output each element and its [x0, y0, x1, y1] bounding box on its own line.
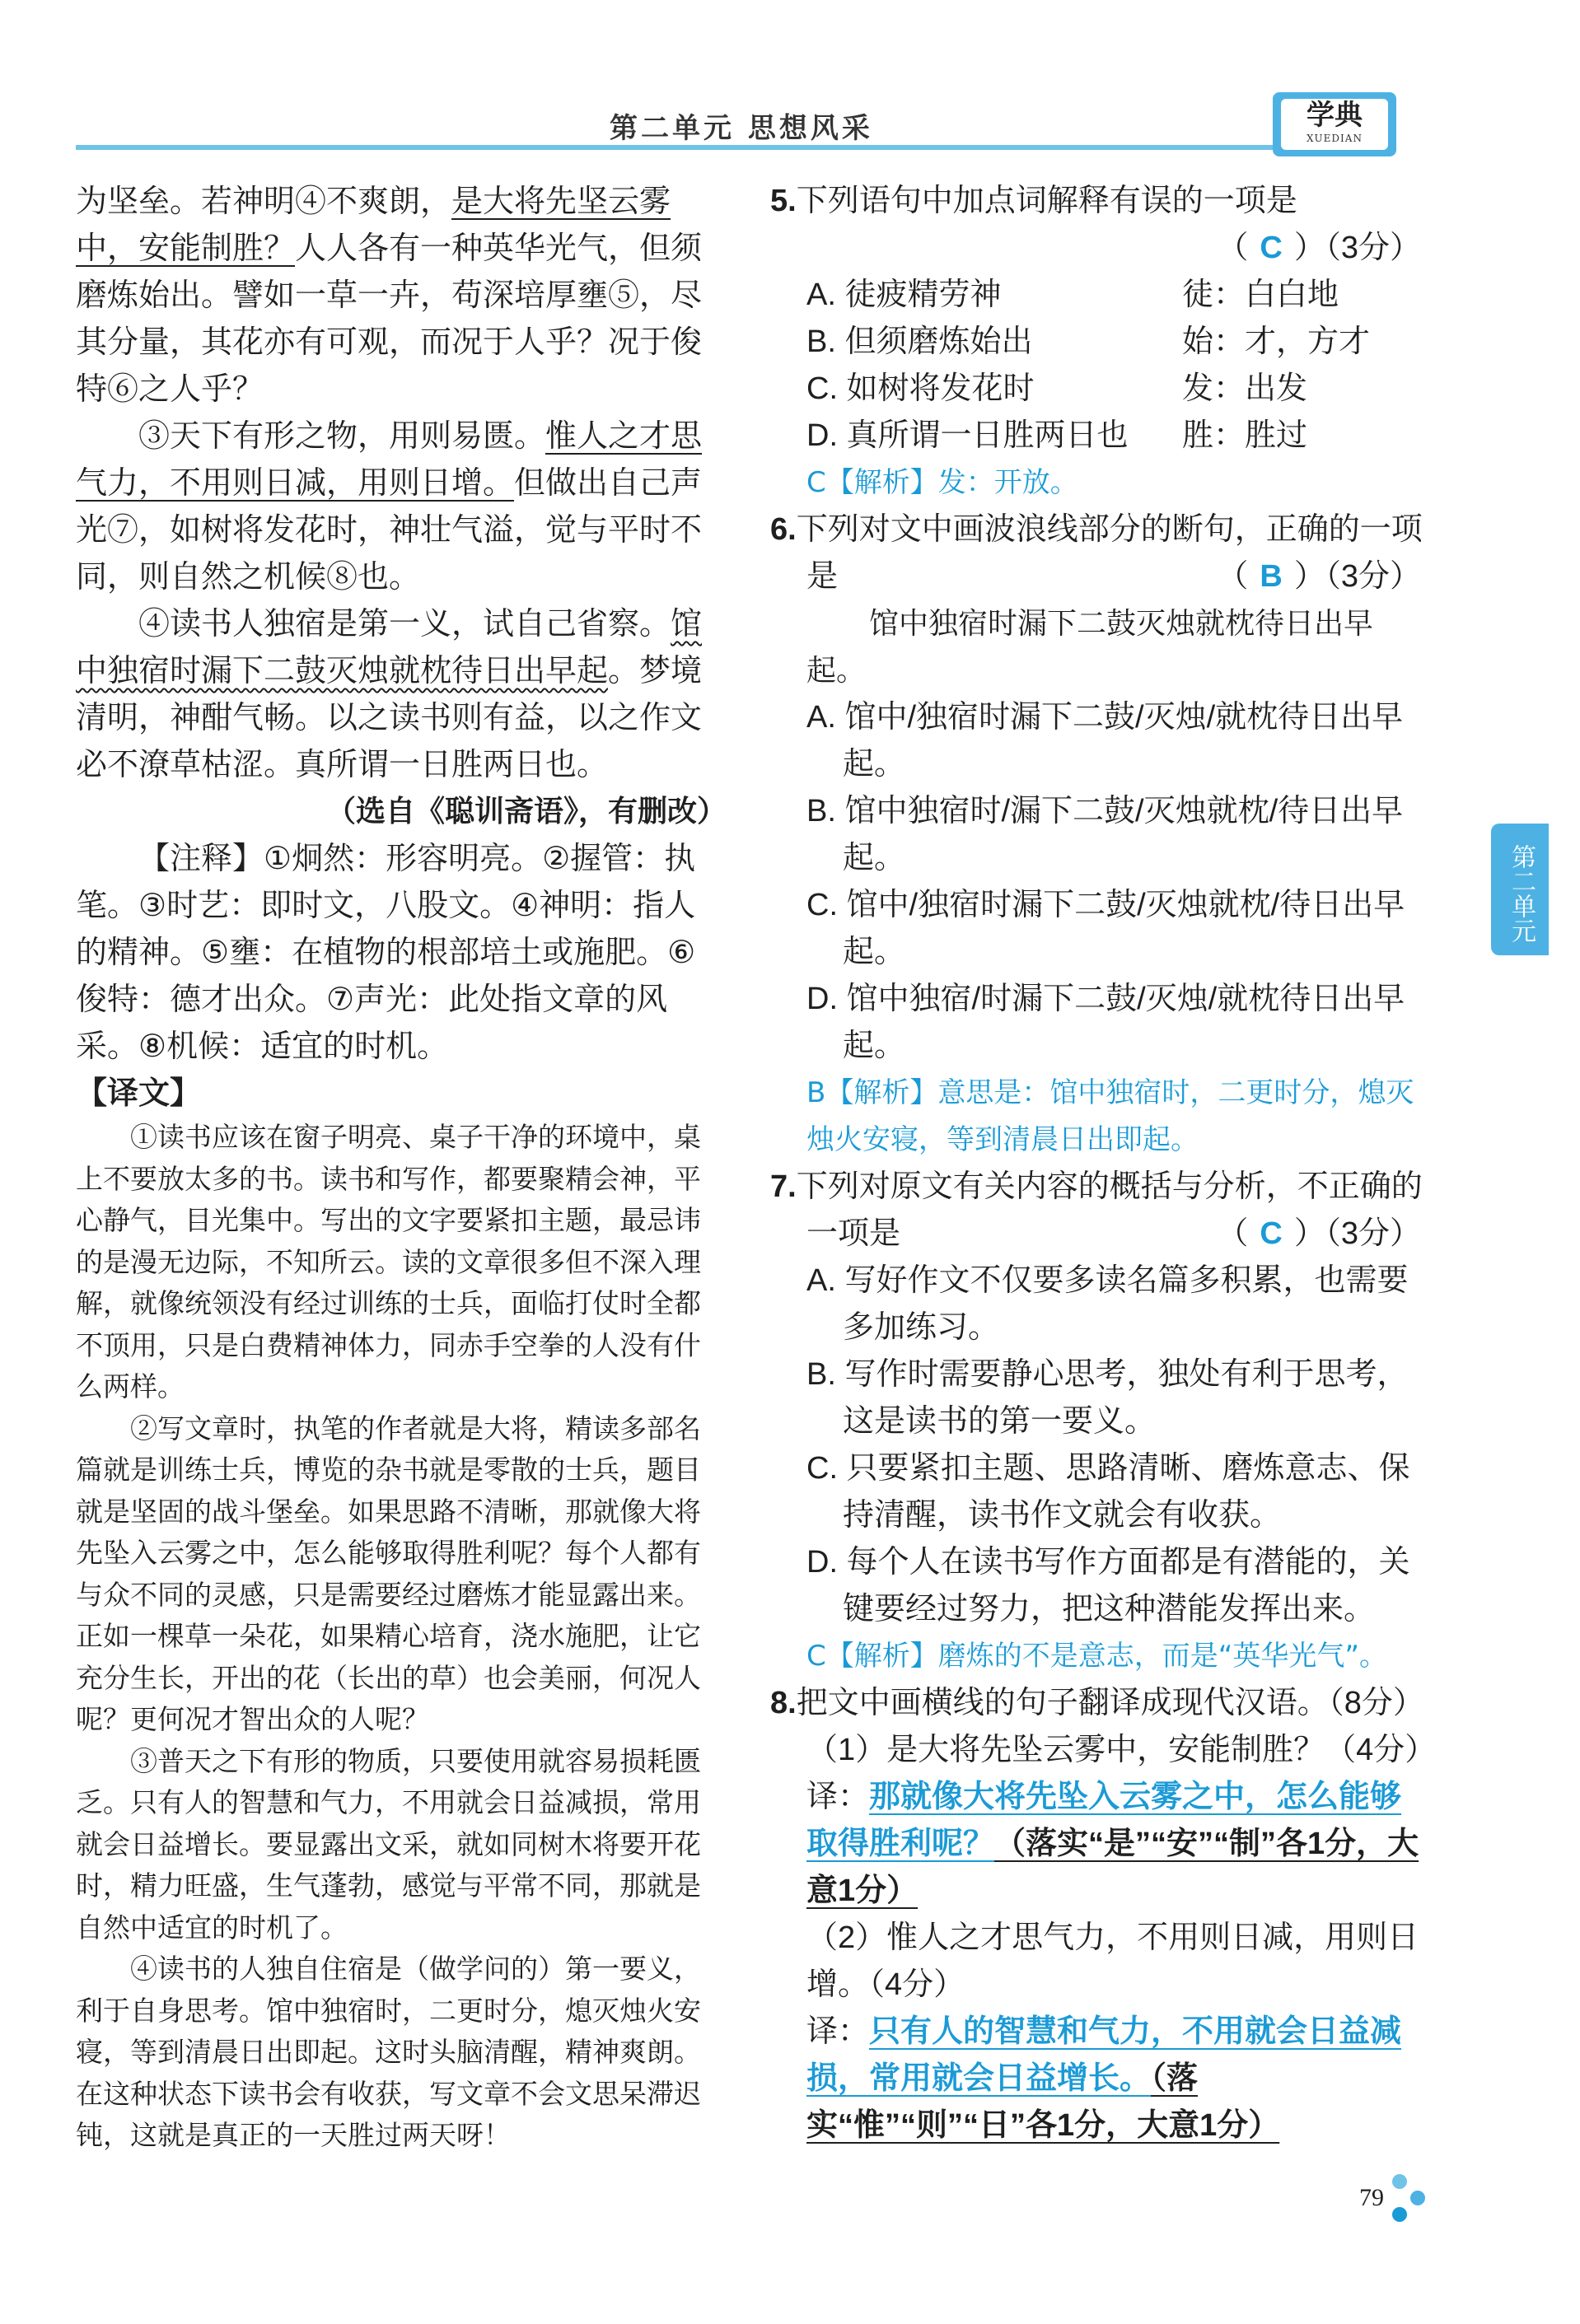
scoring-rule: （落实“是”“安”“制”各1分，大意1分）	[806, 1827, 1419, 1908]
translation-paragraph-1: ①读书应该在窗子明亮、桌子干净的环境中，桌上不要放太多的书。读书和写作，都要聚精会神，平心静气，目光集中。写出的文字要紧扣主题，最忌讳的是漫无边际，不知所云。读的文章很多但不深入理解，就像统领没有经过训练的士兵，面临打仗时全都不顶用，只是白费精神体力，同赤手空拳的人没有什么两样。	[76, 1121, 701, 1402]
text-run: 为坚垒。若神明④不爽朗，	[76, 183, 452, 219]
translation-paragraph-4: ④读书的人独自住宿是（做学问的）第一要义，利于自身思考。馆中独宿时，二更时分，熄灭烛火安寝，等到清晨日出即起。这时头脑清醒，精神爽朗。在这种状态下读书会有收获，写文章不会文思呆滞迟钝，这就是真正的一天胜过两天呀！	[76, 1953, 701, 2151]
translation-paragraph-2: ②写文章时，执笔的作者就是大将，精读多部名篇就是训练士兵，博览的杂书就是零散的士兵，题目就是坚固的战斗堡垒。如果思路不清晰，那就像大将先坠入云雾之中，怎么能够取得胜利呢？每个人都有与众不同的灵感，只是需要经过磨炼才能显露出来。正如一棵草一朵花，如果精心培育，浇水施肥，让它充分生长，开出的花（长出的草）也会美丽，何况人呢？更何况才智出众的人呢？	[76, 1412, 701, 1735]
decor-dot	[1392, 2207, 1407, 2222]
question-6-analysis: B【解析】意思是：馆中独宿时，二更时分，熄灭烛火安寝，等到清晨日出即起。	[806, 1076, 1414, 1156]
option-gloss: 徒：白白地	[1182, 278, 1339, 312]
decor-dot	[1392, 2174, 1407, 2189]
underlined-sentence-1: 是大将先坚云雾中，安能制胜？	[76, 183, 671, 266]
translation-paragraph-3: ③普天之下有形的物质，只要使用就容易损耗匮乏。只有人的智慧和气力，不用就会日益减损，常用就会日益增长。要显露出文采，就如同树木将要开花时，精力旺盛，生气蓬勃，感觉与平常不同，那就是自然中适宜的时机了。	[76, 1744, 701, 1944]
question-8-stem	[770, 1680, 1429, 1727]
question-text: 下列对原文有关内容的概括与分析，不正确的一项是	[796, 1169, 1423, 1251]
unit-side-tab: 第二单元	[1491, 824, 1549, 955]
text-run: 人人各有一种英华光气，但须磨炼始出。譬如一草一卉，苟深培厚壅⑤，尽其分量，其花亦有可观，而况于人乎？况于俊特⑥之人乎？	[76, 230, 703, 407]
option: C. 馆中/独宿时漏下二鼓/灭烛就枕/待日出早起。	[806, 888, 1405, 969]
answer-label: 译：	[806, 1780, 870, 1814]
decor-dot	[1410, 2191, 1425, 2205]
option-text: B. 但须磨炼始出	[806, 324, 1033, 359]
option-text: D. 真所谓一日胜两日也	[806, 418, 1129, 453]
question-7-answer-line: （ C ）（3分）	[1217, 1216, 1421, 1251]
option	[770, 272, 1429, 319]
question-8-sentence-2: （2）惟人之才思气力，不用则日减，用则日增。（4分）	[806, 1920, 1419, 2002]
question-8-answer-1	[770, 1774, 1429, 1915]
question-8-answer-2	[770, 2009, 1429, 2149]
text-run: ④读书人独宿是第一义，试自己省察。	[138, 605, 671, 642]
option-gloss: 始：才，方才	[1182, 324, 1371, 359]
right-column	[770, 178, 1437, 2149]
text-run: 但做出自己声光⑦，如树将发花时，神壮气溢，觉与平时不同，则自然之机候⑧也。	[76, 464, 703, 595]
question-8-sentence-1: （1）是大将先坠云雾中，安能制胜？（4分）	[806, 1733, 1437, 1767]
answer-letter: B	[1260, 559, 1283, 594]
text-run: 。梦境清明，神酣气畅。以之读书则有益，以之作文必不潦草枯涩。真所谓一日胜两日也。	[76, 652, 703, 782]
option: A. 馆中/独宿时漏下二鼓/灭烛/就枕待日出早起。	[806, 700, 1404, 782]
question-number: 7.	[770, 1169, 797, 1204]
question-text: 下列对文中画波浪线部分的断句，正确的一项是	[796, 512, 1423, 594]
question-text: 下列语句中加点词解释有误的一项是	[796, 184, 1297, 218]
option: C. 只要紧扣主题、思路清晰、磨炼意志、保持清醒，读书作文就会有收获。	[806, 1451, 1410, 1533]
brand-logo	[1273, 92, 1396, 156]
question-number: 8.	[770, 1686, 797, 1720]
question-5-analysis: C【解析】发：开放。	[806, 466, 1078, 499]
passage-paragraph-2-end	[76, 178, 727, 413]
question-number: 6.	[770, 512, 797, 547]
question-text: 把文中画横线的句子翻译成现代汉语。（8分）	[796, 1686, 1424, 1720]
underlined-sentence-2: 惟人之才思气力，不用则日减，用则日增。	[76, 418, 703, 501]
logo-text-cn: 学典	[1307, 99, 1363, 132]
option: D. 每个人在读书写作方面都是有潜能的，关键要经过努力，把这种潜能发挥出来。	[806, 1545, 1410, 1626]
score: （3分）	[1325, 231, 1421, 265]
passage-paragraph-4	[76, 600, 727, 788]
question-5-stem	[770, 178, 1429, 225]
passage-paragraph-3	[76, 413, 727, 600]
question-7-analysis: C【解析】磨炼的不是意志，而是“英华光气”。	[806, 1640, 1387, 1673]
page-number: 79	[1359, 2184, 1384, 2211]
answer-letter: C	[1260, 1216, 1283, 1251]
question-6-quote: 馆中独宿时漏下二鼓灭烛就枕待日出早起。	[806, 607, 1374, 688]
answer-label: 译：	[806, 2014, 870, 2049]
text-run: ③天下有形之物，用则易匮。	[138, 418, 546, 454]
wavy-sentence: 馆中独宿时漏下二鼓灭烛就枕待日出早起	[76, 605, 703, 688]
option-text: A. 徒疲精劳神	[806, 278, 1002, 312]
left-column	[76, 178, 727, 2157]
unit-title: 第二单元 思想风采	[610, 112, 873, 145]
scoring-rule: （落实“惟”“则”“日”各1分，大意1分）	[806, 2061, 1280, 2143]
answer-letter: C	[1260, 231, 1283, 265]
answer-text: 那就像大将先坠入云雾之中，怎么能够取得胜利呢？	[806, 1780, 1402, 1861]
answer-text: 只有人的智慧和气力，不用就会日益减损，常用就会日益增长。	[806, 2014, 1402, 2096]
option: A. 写好作文不仅要多读名篇多积累，也需要多加练习。	[806, 1263, 1409, 1345]
option	[770, 413, 1429, 460]
score: （3分）	[1325, 559, 1421, 594]
question-5-answer-line: （ C ）（3分）	[1217, 231, 1421, 265]
question-6-answer-line: （ B ）（3分）	[1217, 559, 1421, 594]
score: （3分）	[1325, 1216, 1421, 1251]
option: D. 馆中独宿/时漏下二鼓/灭烛/就枕待日出早起。	[806, 982, 1405, 1063]
option-gloss: 胜：胜过	[1182, 418, 1308, 453]
option-gloss: 发：出发	[1182, 371, 1308, 406]
translation-heading: 【译文】	[76, 1075, 202, 1111]
source-citation: （选自《聪训斋语》，有删改）	[325, 795, 727, 828]
annotations: 【注释】①炯然：形容明亮。②握管：执笔。③时艺：即时文，八股文。④神明：指人的精神。⑤壅：在植物的根部培土或施肥。⑥俊特：德才出众。⑦声光：此处指文章的风采。⑧机候：适宜的时机。	[76, 840, 696, 1064]
option: B. 馆中独宿时/漏下二鼓/灭烛就枕/待日出早起。	[806, 794, 1404, 875]
logo-text-en: XUEDIAN	[1307, 133, 1363, 144]
question-number: 5.	[770, 184, 797, 218]
option	[770, 319, 1429, 366]
option: B. 写作时需要静心思考，独处有利于思考，这是读书的第一要义。	[806, 1357, 1409, 1439]
option	[770, 366, 1429, 413]
option-text: C. 如树将发花时	[806, 371, 1035, 406]
